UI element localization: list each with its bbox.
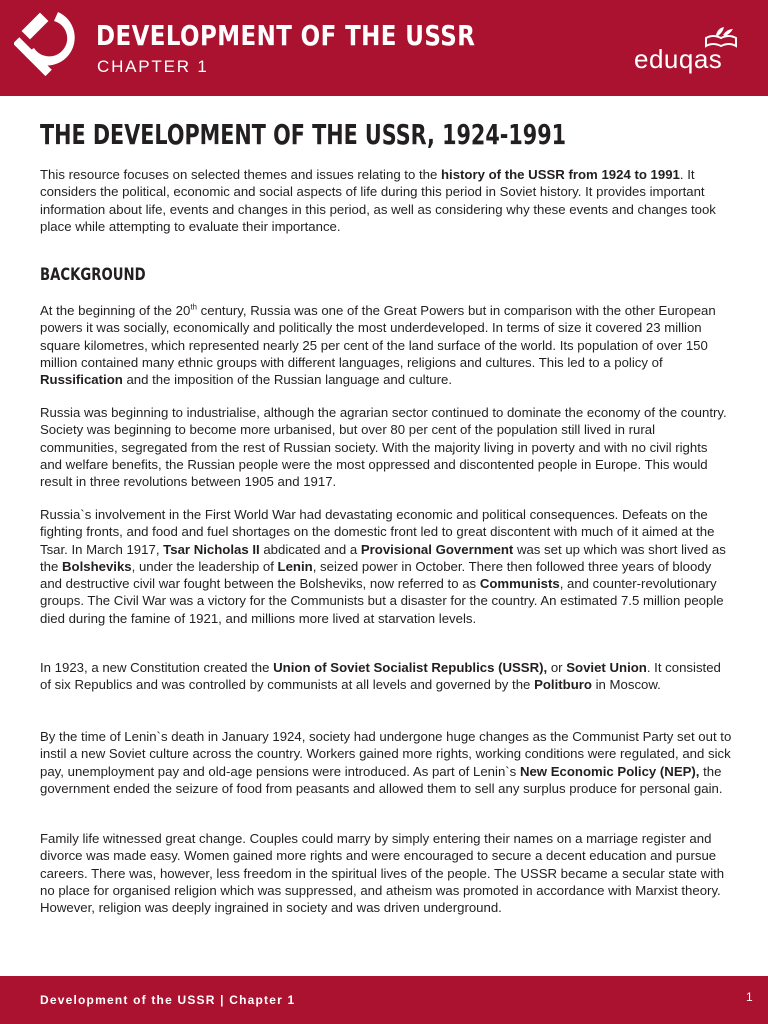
bold-term: Lenin [277, 558, 313, 574]
document-title: THE DEVELOPMENT OF THE USSR, 1924-1991 [40, 118, 567, 151]
bold-term: Politburo [534, 677, 592, 693]
text-run: . It considers the political, economic and social aspects of life during this period in Soviet history. It provides important information about life, events and changes in this period, as well as considering why these events and changes took place while attempting to evaluate their importance. [40, 167, 716, 234]
paragraph-4 [40, 659, 732, 694]
text-run: and the imposition of the Russian language and culture. [122, 372, 452, 388]
bold-term: New Economic Policy (NEP), [519, 763, 700, 779]
text-run: Family life witnessed great change. Couples could marry by simply entering their names on a marriage register and divorce was made easy. Women gained more rights and were encouraged to secure a decent education and pursue careers. There was, however, less freedom in the spiritual lives of the people. The USSR became a secular state with no place for organised religion which was suppressed, and atheism was promoted in accordance with Marxist theory. However, religion was deeply ingrained in society and was driven underground. [40, 831, 725, 916]
text-run: In 1923, a new Constitution created the [40, 660, 274, 675]
text-run: the government ended the seizure of food from peasants and allowed them to sell any surplus produce for personal gain. [40, 763, 723, 796]
paragraph-5 [40, 728, 732, 797]
page-footer [0, 976, 768, 1024]
paragraph-6 [40, 830, 732, 916]
text-run: Russia`s involvement in the First World War had devastating economic and political consequences. Defeats on the fighting fronts, and food and fuel shortages on the domestic front led to great discontent with much of it aimed at the Tsar. In March 1917, [40, 507, 715, 557]
footer-text: Development of the USSR | Chapter 1 [40, 993, 296, 1007]
text-run: Russia was beginning to industrialise, although the agrarian sector continued to dominate the economy of the country. Society was beginning to become more urbanised, but over 80 per cent of the population still lived in rural communities, segregated from the rest of Russian society. With the majority living in poverty and with no civil rights and welfare benefits, the Russian people were the most oppressed and discontented people in Europe. This would result in three revolutions between 1905 and 1917. [40, 405, 727, 490]
logo-text: eduqas [634, 44, 723, 74]
text-run: . It consisted of six Republics and was controlled by communists at all levels and governed by the [40, 660, 721, 693]
paragraph-1 [40, 302, 732, 388]
text-run: century, Russia was one of the Great Powers but in comparison with the other European powers it was socially, economically and politically the most underdeveloped. In terms of size it covered 23 million square kilometres, which represented nearly 25 per cent of the land surface of the world. Its population of over 150 million contained many ethnic groups with different languages, religions and cultures. This led to a policy of [40, 303, 716, 370]
paragraph-3 [40, 506, 732, 627]
paragraph-2 [40, 404, 732, 490]
header-subtitle: CHAPTER 1 [97, 57, 209, 76]
text-run: This resource focuses on selected themes and issues relating to the [40, 167, 441, 182]
eduqas-logo [634, 26, 738, 82]
intro-paragraph [40, 166, 732, 235]
bold-term: Bolsheviks [62, 558, 132, 574]
section-heading-background: BACKGROUND [40, 265, 146, 285]
text-run: in Moscow. [591, 677, 661, 693]
header-title: DEVELOPMENT OF THE USSR [96, 19, 476, 52]
page-header [0, 0, 768, 96]
hammer-and-sickle-icon [14, 8, 86, 84]
bold-term: Soviet Union [566, 660, 647, 675]
bold-term: Tsar Nicholas II [163, 541, 260, 557]
text-run: , under the leadership of [131, 558, 278, 574]
bold-term: Union of Soviet Socialist Republics (USSR), [273, 660, 548, 675]
text-run: By the time of Lenin`s death in January 1924, society had undergone huge changes as the Communist Party set out to instil a new Soviet culture across the country. Workers gained more rights, working conditions were regulated, and sick pay, unemployment pay and old-age pensions were introduced. As part of Lenin`s [40, 729, 732, 779]
text-run: was set up which was short lived as the [40, 541, 726, 574]
bold-term: Russification [40, 372, 123, 388]
text-run: abdicated and a [259, 541, 361, 557]
text-run: At the beginning of the 20 [40, 303, 191, 318]
bold-term: history of the USSR from 1924 to 1991 [440, 167, 680, 182]
bold-term: Communists [479, 576, 560, 592]
bold-term: Provisional Government [360, 541, 514, 557]
text-run: , and counter-revolutionary groups. The Civil War was a victory for the Communists but a disaster for the country. An estimated 7.5 million people died during the famine of 1921, and millions more lived at starvation levels. [40, 576, 724, 626]
text-run: , seized power in October. There then followed three years of bloody and destructive civil war fought between the Bolsheviks, now referred to as [40, 558, 712, 592]
page-number: 1 [746, 990, 753, 1004]
superscript: th [190, 302, 197, 312]
text-run: or [547, 660, 567, 675]
